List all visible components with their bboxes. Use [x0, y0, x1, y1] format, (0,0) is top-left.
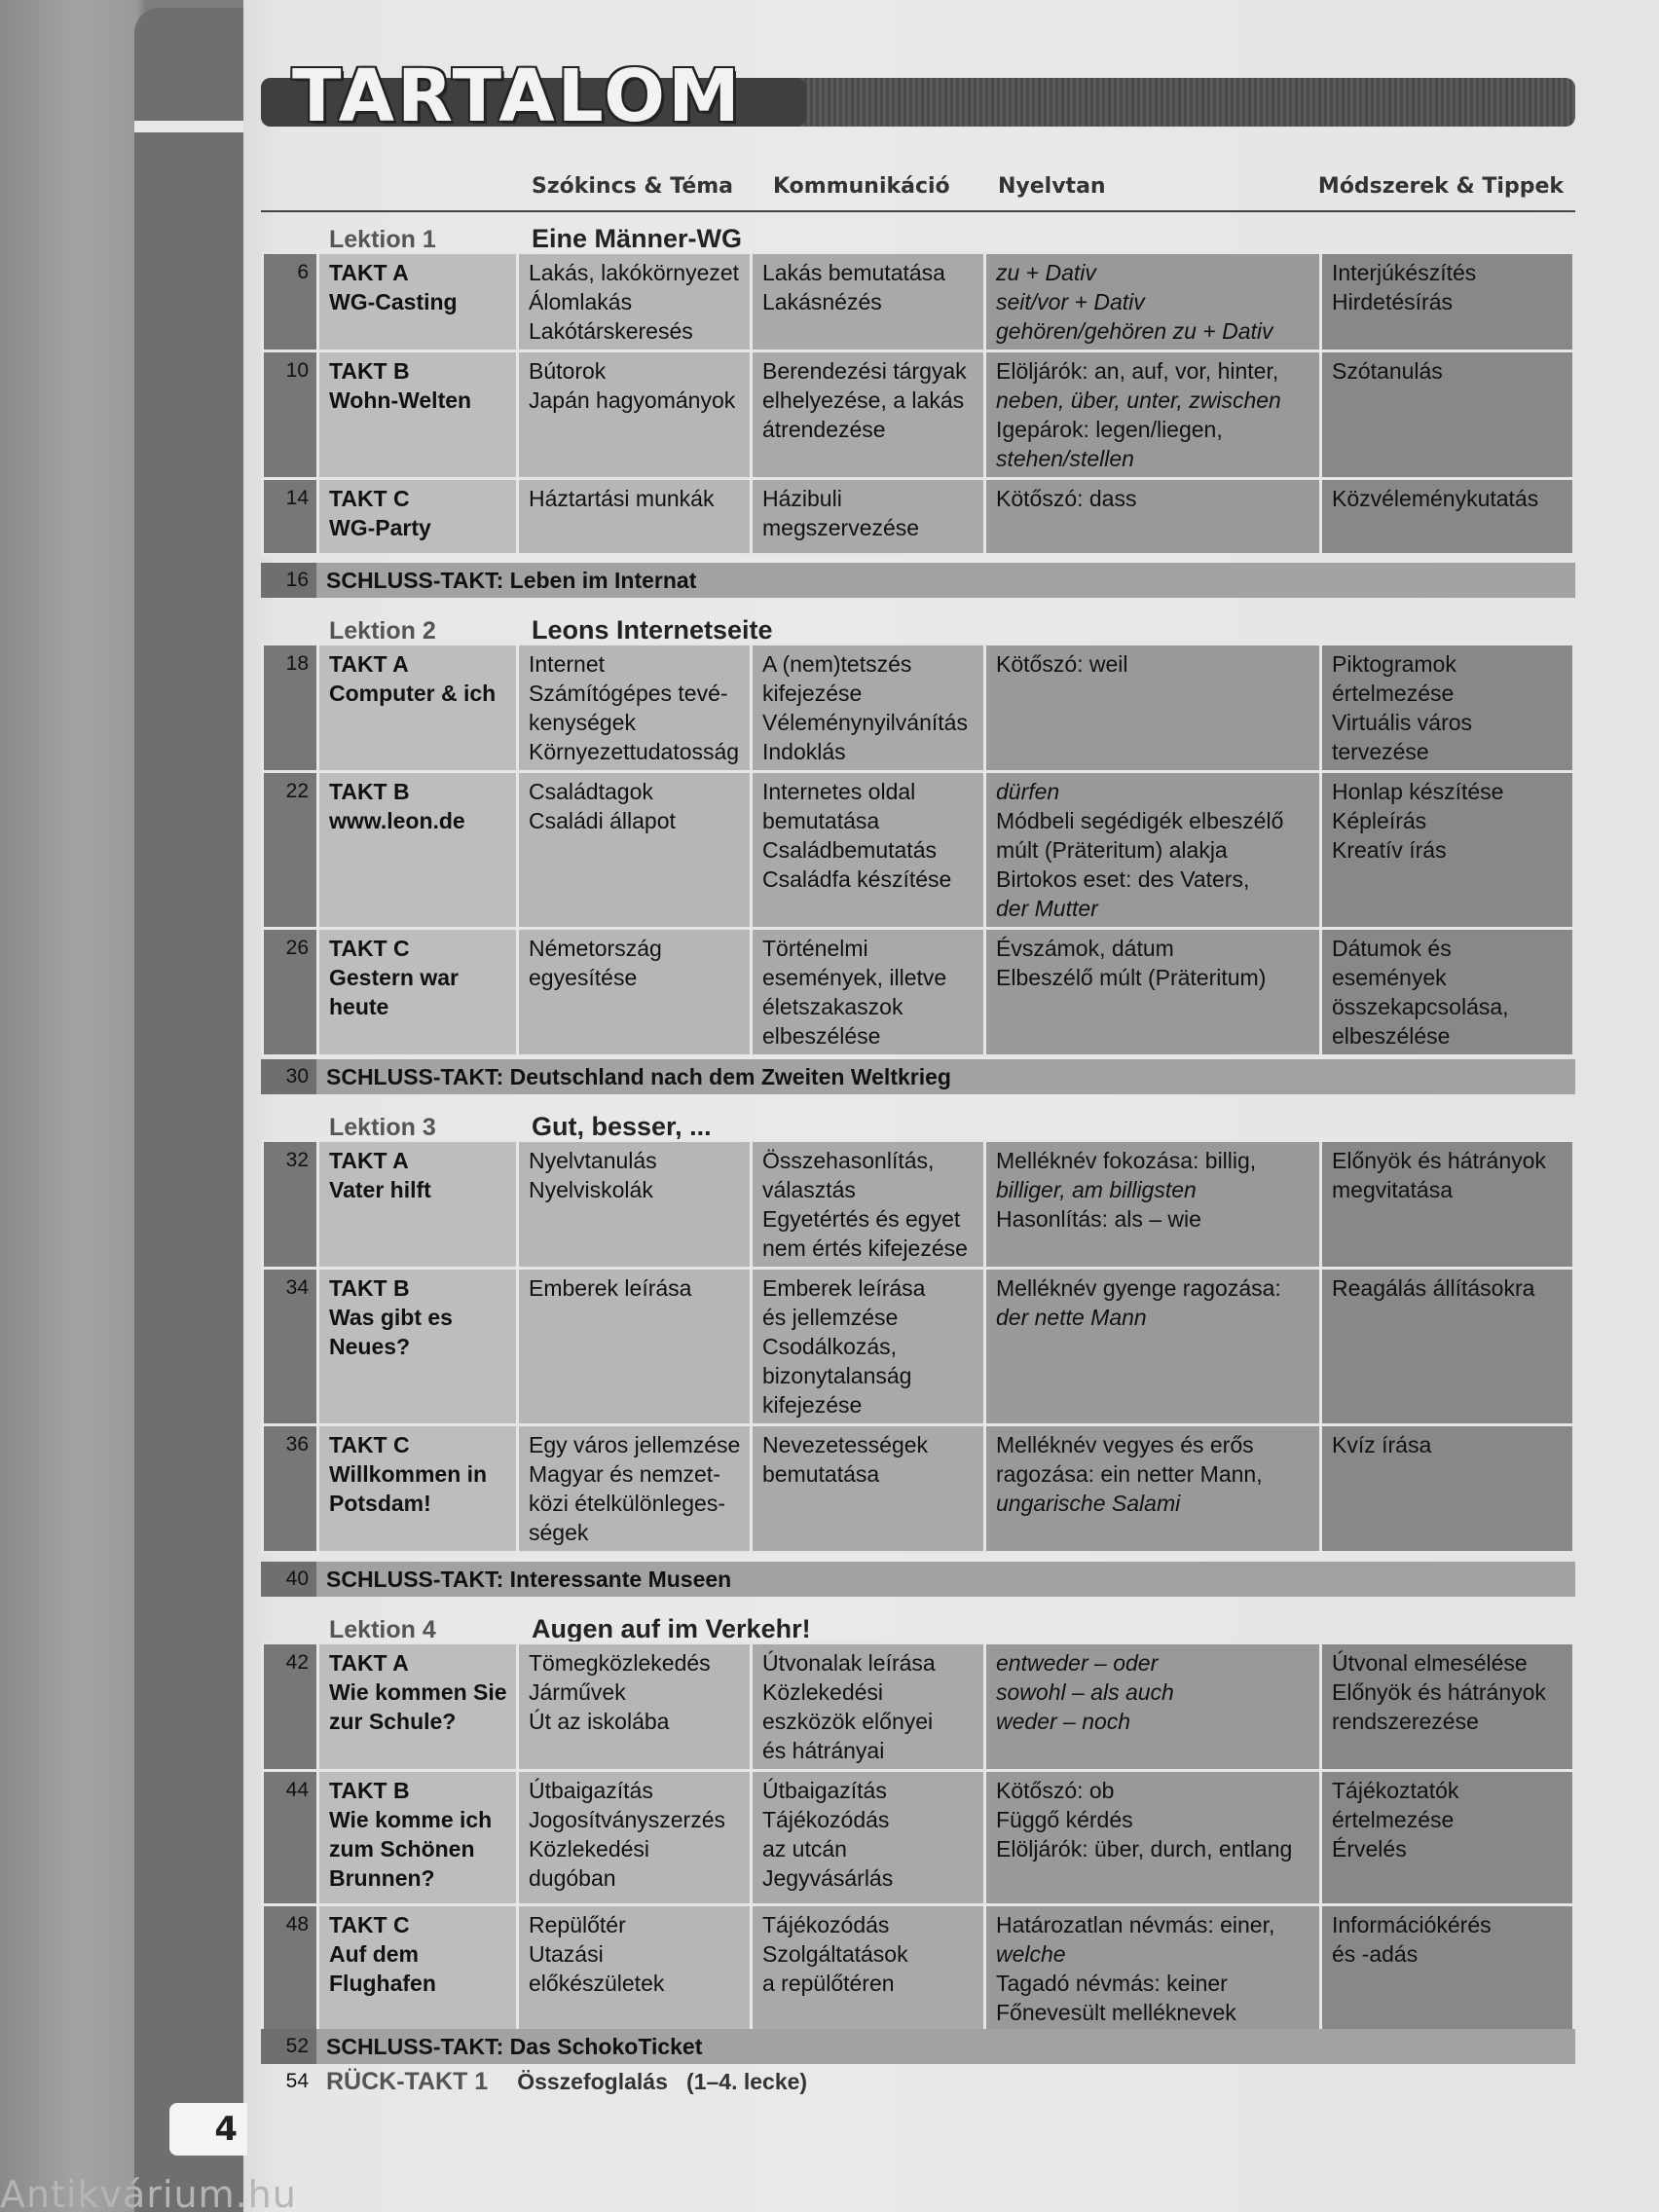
cell-line: tervezése [1332, 739, 1429, 764]
cell-line: Csodálkozás, [762, 1334, 898, 1359]
cell-line: Internet [529, 651, 605, 677]
cell-line: Tagadó névmás: keiner [996, 1971, 1228, 1996]
cell-line: Álomlakás [529, 289, 633, 314]
rueck-page: 54 [285, 2070, 309, 2092]
methods-cell [1321, 1425, 1574, 1553]
grammar-cell [985, 1905, 1321, 2040]
communication-cell [752, 645, 985, 772]
cell-line: Emberek leírása [529, 1275, 692, 1301]
cell-line: és hátrányai [762, 1738, 885, 1763]
cell-line: Közvéleménykutatás [1332, 486, 1539, 511]
takt-name: Wie kommen Sie zur Schule? [329, 1679, 507, 1734]
cell-line: Emberek leírása [762, 1275, 926, 1301]
cell-line: választás [762, 1177, 856, 1202]
methods-cell [1321, 1905, 1574, 2040]
communication-cell [752, 1425, 985, 1553]
cell-line: Házibuli [762, 486, 842, 511]
table-row [263, 351, 1574, 479]
takt-cell [318, 772, 518, 929]
page-number: 4 [169, 2103, 247, 2156]
cell-line: zu + Dativ [996, 260, 1096, 285]
cell-line: elbeszélése [762, 1023, 881, 1049]
takt-label: TAKT A [329, 1650, 409, 1676]
takt-cell [318, 1269, 518, 1425]
table-row [263, 772, 1574, 929]
takt-label: TAKT B [329, 1275, 410, 1301]
cell-line: Interjúkészítés [1332, 260, 1477, 285]
cell-line: Jegyvásárlás [762, 1865, 894, 1891]
takt-cell [318, 645, 518, 772]
row-page-number: 14 [263, 479, 318, 555]
cell-line: Véleménynyilvánítás [762, 710, 968, 735]
cell-line: Nyelviskolák [529, 1177, 653, 1202]
schluss-title: SCHLUSS-TAKT: Leben im Internat [326, 567, 697, 593]
communication-cell [752, 1905, 985, 2040]
communication-cell [752, 253, 985, 351]
schluss-takt-row [261, 563, 1575, 598]
table-row [263, 1425, 1574, 1553]
cell-line: Dátumok és [1332, 936, 1452, 961]
cell-line: Jogosítványszerzés [529, 1807, 725, 1832]
table-row [263, 645, 1574, 772]
cell-line: Melléknév gyenge ragozása: [996, 1275, 1281, 1301]
spine-stripe [134, 121, 246, 132]
takt-name: Was gibt es Neues? [329, 1305, 453, 1359]
cell-line: rendszerezése [1332, 1709, 1479, 1734]
rueck-takt-row [261, 2062, 1575, 2101]
cell-line: sowohl – als auch [996, 1679, 1174, 1705]
methods-cell [1321, 645, 1574, 772]
cell-line: Közlekedési [762, 1679, 884, 1705]
cell-line: Kötőszó: dass [996, 486, 1137, 511]
cell-line: billiger, am billigsten [996, 1177, 1197, 1202]
cell-line: der Mutter [996, 896, 1098, 921]
lesson-table [261, 643, 1575, 1057]
methods-cell [1321, 1771, 1574, 1905]
cell-line: weder – noch [996, 1709, 1131, 1734]
lesson-table [261, 1641, 1575, 2041]
grammar-cell [985, 1269, 1321, 1425]
takt-name: Computer & ich [329, 681, 497, 706]
cell-line: gehören/gehören zu + Dativ [996, 318, 1273, 344]
cell-line: Berendezési tárgyak [762, 358, 967, 384]
lektion-label: Lektion 3 [329, 1114, 436, 1141]
cell-line: Családbemutatás [762, 837, 937, 863]
cell-line: kifejezése [762, 1392, 863, 1418]
row-page-number: 6 [263, 253, 318, 351]
cell-line: Internetes oldal [762, 779, 916, 804]
cell-line: Hasonlítás: als – wie [996, 1206, 1201, 1232]
row-page-number: 42 [263, 1643, 318, 1771]
cell-line: események [1332, 965, 1447, 990]
cell-line: Főnevesült melléknevek [996, 2000, 1236, 2025]
cell-line: der nette Mann [996, 1305, 1147, 1330]
takt-cell [318, 351, 518, 479]
cell-line: bemutatása [762, 1461, 880, 1487]
communication-cell [752, 1643, 985, 1771]
cell-line: Történelmi [762, 936, 868, 961]
communication-cell [752, 772, 985, 929]
takt-label: TAKT A [329, 1148, 409, 1173]
communication-cell [752, 1771, 985, 1905]
cell-line: Birtokos eset: des Vaters, [996, 866, 1250, 892]
schluss-title: SCHLUSS-TAKT: Das SchokoTicket [326, 2033, 703, 2059]
cell-line: Közlekedési dugóban [529, 1836, 650, 1891]
topic-cell [518, 351, 752, 479]
cell-line: Lakótárskeresés [529, 318, 693, 344]
grammar-cell [985, 1771, 1321, 1905]
cell-line: Családtagok [529, 779, 653, 804]
methods-cell [1321, 1643, 1574, 1771]
takt-cell [318, 1643, 518, 1771]
row-page-number: 22 [263, 772, 318, 929]
takt-name: Wie komme ich zum Schönen Brunnen? [329, 1807, 493, 1891]
cell-line: ragozása: ein netter Mann, [996, 1461, 1263, 1487]
cell-line: Melléknév fokozása: billig, [996, 1148, 1257, 1173]
schluss-takt-row [261, 2029, 1575, 2064]
table-row [263, 929, 1574, 1056]
table-row [263, 253, 1574, 351]
cell-line: A (nem)tetszés [762, 651, 912, 677]
takt-cell [318, 929, 518, 1056]
cell-line: seit/vor + Dativ [996, 289, 1145, 314]
cell-line: Egyetértés és egyet [762, 1206, 961, 1232]
topic-cell [518, 1141, 752, 1269]
cell-line: Számítógépes tevé- [529, 681, 728, 706]
schluss-title: SCHLUSS-TAKT: Interessante Museen [326, 1566, 732, 1592]
row-page-number: 34 [263, 1269, 318, 1425]
cell-line: bizonytalanság [762, 1363, 912, 1388]
table-row [263, 1141, 1574, 1269]
cell-line: Tájékozódás [762, 1807, 890, 1832]
cell-line: Magyar és nemzet- [529, 1461, 720, 1487]
cell-line: és -adás [1332, 1941, 1419, 1967]
lektion-title: Eine Männer-WG [532, 224, 743, 253]
topic-cell [518, 1425, 752, 1553]
cell-line: összekapcsolása, [1332, 994, 1509, 1019]
cell-line: Előnyök és hátrányok [1332, 1679, 1546, 1705]
cell-line: Utazási előkészületek [529, 1941, 665, 1996]
cell-line: Igepárok: legen/liegen, [996, 417, 1223, 442]
cell-line: Út az iskolába [529, 1709, 670, 1734]
topic-cell [518, 1771, 752, 1905]
takt-name: WG-Party [329, 515, 431, 540]
grammar-cell [985, 479, 1321, 555]
grammar-cell [985, 253, 1321, 351]
lektion-title: Gut, besser, ... [532, 1112, 712, 1141]
cell-line: Indoklás [762, 739, 846, 764]
cell-line: Szótanulás [1332, 358, 1443, 384]
methods-cell [1321, 253, 1574, 351]
takt-name: WG-Casting [329, 289, 458, 314]
cell-line: Évszámok, dátum [996, 936, 1174, 961]
column-communication: Kommunikáció [773, 174, 950, 199]
takt-name: Vater hilft [329, 1177, 431, 1202]
cell-line: Útbaigazítás [762, 1778, 887, 1803]
cell-line: Virtuális város [1332, 710, 1473, 735]
table-row [263, 1643, 1574, 1771]
cell-line: welche [996, 1941, 1066, 1967]
cell-line: elhelyezése, a lakás [762, 387, 965, 413]
cell-line: Japán hagyományok [529, 387, 736, 413]
cell-line: átrendezése [762, 417, 886, 442]
cell-line: neben, über, unter, zwischen [996, 387, 1281, 413]
takt-label: TAKT C [329, 1432, 410, 1457]
row-page-number: 44 [263, 1771, 318, 1905]
grammar-cell [985, 1425, 1321, 1553]
cell-line: Tájékoztatók [1332, 1778, 1459, 1803]
schluss-page: 16 [261, 563, 316, 598]
row-page-number: 32 [263, 1141, 318, 1269]
cell-line: Egy város jellemzése [529, 1432, 741, 1457]
communication-cell [752, 1269, 985, 1425]
cell-line: Honlap készítése [1332, 779, 1504, 804]
takt-label: TAKT C [329, 1912, 410, 1937]
takt-name: Gestern war heute [329, 965, 459, 1019]
cell-line: Kvíz írása [1332, 1432, 1432, 1457]
cell-line: értelmezése [1332, 681, 1455, 706]
cell-line: Nyelvtanulás [529, 1148, 657, 1173]
cell-line: Nevezetességek [762, 1432, 929, 1457]
lesson-table [261, 251, 1575, 556]
rueck-label: RÜCK-TAKT 1 [326, 2067, 489, 2095]
methods-cell [1321, 1141, 1574, 1269]
grammar-cell [985, 929, 1321, 1056]
cell-line: a repülőtéren [762, 1971, 895, 1996]
communication-cell [752, 1141, 985, 1269]
grammar-cell [985, 645, 1321, 772]
cell-line: Tömegközlekedés [529, 1650, 711, 1676]
cell-line: Tájékozódás [762, 1912, 890, 1937]
cell-line: megvitatása [1332, 1177, 1454, 1202]
topic-cell [518, 929, 752, 1056]
cell-line: bemutatása [762, 808, 880, 833]
topic-cell [518, 645, 752, 772]
schluss-page: 40 [261, 1562, 316, 1597]
cell-line: az utcán [762, 1836, 847, 1862]
cell-line: Elbeszélő múlt (Präteritum) [996, 965, 1267, 990]
cell-line: kifejezése [762, 681, 863, 706]
topic-cell [518, 1643, 752, 1771]
cell-line: és jellemzése [762, 1305, 899, 1330]
cell-line: Elöljárók: über, durch, entlang [996, 1836, 1293, 1862]
grammar-cell [985, 1141, 1321, 1269]
cell-line: értelmezése [1332, 1807, 1455, 1832]
rueck-summary: Összefoglalás (1–4. lecke) [517, 2068, 808, 2094]
cell-line: múlt (Präteritum) alakja [996, 837, 1228, 863]
lektion-title: Augen auf im Verkehr! [532, 1614, 811, 1643]
table-row [263, 1905, 1574, 2040]
methods-cell [1321, 479, 1574, 555]
cell-line: stehen/stellen [996, 446, 1134, 471]
takt-label: TAKT C [329, 486, 410, 511]
row-page-number: 10 [263, 351, 318, 479]
cell-line: Útbaigazítás [529, 1778, 653, 1803]
methods-cell [1321, 772, 1574, 929]
takt-label: TAKT A [329, 260, 409, 285]
takt-cell [318, 479, 518, 555]
cell-line: Melléknév vegyes és erős [996, 1432, 1254, 1457]
cell-line: Összehasonlítás, [762, 1148, 935, 1173]
topic-cell [518, 253, 752, 351]
lektion-label: Lektion 2 [329, 617, 436, 645]
page-title: TARTALOM [292, 55, 743, 138]
cell-line: Függő kérdés [996, 1807, 1133, 1832]
cell-line: eszközök előnyei [762, 1709, 934, 1734]
cell-line: Képleírás [1332, 808, 1427, 833]
cell-line: entweder – oder [996, 1650, 1159, 1676]
grammar-cell [985, 1643, 1321, 1771]
cell-line: életszakaszok [762, 994, 903, 1019]
cell-line: Határozatlan névmás: einer, [996, 1912, 1275, 1937]
row-page-number: 48 [263, 1905, 318, 2040]
cell-line: Érvelés [1332, 1836, 1407, 1862]
cell-line: Járművek [529, 1679, 626, 1705]
table-row [263, 1771, 1574, 1905]
takt-name: Auf dem Flughafen [329, 1941, 436, 1996]
cell-line: kenységek [529, 710, 636, 735]
topic-cell [518, 1269, 752, 1425]
cell-line: ungarische Salami [996, 1491, 1181, 1516]
takt-label: TAKT B [329, 779, 410, 804]
methods-cell [1321, 351, 1574, 479]
takt-label: TAKT B [329, 1778, 410, 1803]
cell-line: Németország [529, 936, 662, 961]
cell-line: Környezettudatosság [529, 739, 740, 764]
cell-line: Repülőtér [529, 1912, 626, 1937]
column-headers [261, 158, 1575, 212]
row-page-number: 36 [263, 1425, 318, 1553]
cell-line: Reagálás állításokra [1332, 1275, 1535, 1301]
communication-cell [752, 351, 985, 479]
communication-cell [752, 929, 985, 1056]
cell-line: Családfa készítése [762, 866, 952, 892]
lektion-label: Lektion 4 [329, 1616, 436, 1643]
schluss-page: 52 [261, 2029, 316, 2064]
takt-cell [318, 1425, 518, 1553]
column-topic: Szókincs & Téma [532, 174, 734, 199]
cell-line: Információkérés [1332, 1912, 1492, 1937]
lesson-table [261, 1139, 1575, 1554]
cell-line: Útvonalak leírása [762, 1650, 936, 1676]
takt-label: TAKT B [329, 358, 410, 384]
topic-cell [518, 772, 752, 929]
title-banner [261, 55, 1575, 146]
takt-label: TAKT A [329, 651, 409, 677]
grammar-cell [985, 772, 1321, 929]
takt-name: www.leon.de [329, 808, 465, 833]
row-page-number: 26 [263, 929, 318, 1056]
topic-cell [518, 479, 752, 555]
cell-line: Családi állapot [529, 808, 676, 833]
cell-line: Hirdetésírás [1332, 289, 1453, 314]
takt-cell [318, 253, 518, 351]
lektion-title: Leons Internetseite [532, 615, 773, 645]
cell-line: Bútorok [529, 358, 607, 384]
cell-line: dürfen [996, 779, 1060, 804]
cell-line: Kötőszó: ob [996, 1778, 1115, 1803]
takt-cell [318, 1771, 518, 1905]
cell-line: elbeszélése [1332, 1023, 1451, 1049]
schluss-takt-row [261, 1562, 1575, 1597]
row-page-number: 18 [263, 645, 318, 772]
methods-cell [1321, 1269, 1574, 1425]
cell-line: események, illetve [762, 965, 947, 990]
grammar-cell [985, 351, 1321, 479]
cell-line: Lakás, lakókörnyezet [529, 260, 740, 285]
cell-line: Módbeli segédigék elbeszélő [996, 808, 1284, 833]
cell-line: Útvonal elmesélése [1332, 1650, 1528, 1676]
column-methods: Módszerek & Tippek [1317, 174, 1564, 199]
takt-cell [318, 1141, 518, 1269]
table-row [263, 479, 1574, 555]
cell-line: Szolgáltatások [762, 1941, 908, 1967]
cell-line: nem értés kifejezése [762, 1235, 968, 1261]
cell-line: ségek [529, 1520, 589, 1545]
schluss-page: 30 [261, 1059, 316, 1094]
topic-cell [518, 1905, 752, 2040]
methods-cell [1321, 929, 1574, 1056]
cell-line: megszervezése [762, 515, 920, 540]
cell-line: Előnyök és hátrányok [1332, 1148, 1546, 1173]
communication-cell [752, 479, 985, 555]
column-grammar: Nyelvtan [998, 174, 1106, 199]
table-row [263, 1269, 1574, 1425]
schluss-takt-row [261, 1059, 1575, 1094]
book-spine [134, 8, 246, 2212]
cell-line: Kreatív írás [1332, 837, 1447, 863]
takt-name: Willkommen in Potsdam! [329, 1461, 488, 1516]
watermark: Antikvárium.hu [0, 2173, 297, 2212]
cell-line: Lakás bemutatása [762, 260, 945, 285]
cell-line: Piktogramok [1332, 651, 1456, 677]
takt-name: Wohn-Welten [329, 387, 472, 413]
cell-line: Háztartási munkák [529, 486, 715, 511]
cell-line: Lakásnézés [762, 289, 882, 314]
cell-line: egyesítése [529, 965, 638, 990]
takt-label: TAKT C [329, 936, 410, 961]
cell-line: Elöljárók: an, auf, vor, hinter, [996, 358, 1279, 384]
cell-line: Kötőszó: weil [996, 651, 1128, 677]
lektion-label: Lektion 1 [329, 226, 436, 253]
cell-line: közi ételkülönleges- [529, 1491, 726, 1516]
schluss-title: SCHLUSS-TAKT: Deutschland nach dem Zweiten Weltkrieg [326, 1063, 951, 1089]
takt-cell [318, 1905, 518, 2040]
